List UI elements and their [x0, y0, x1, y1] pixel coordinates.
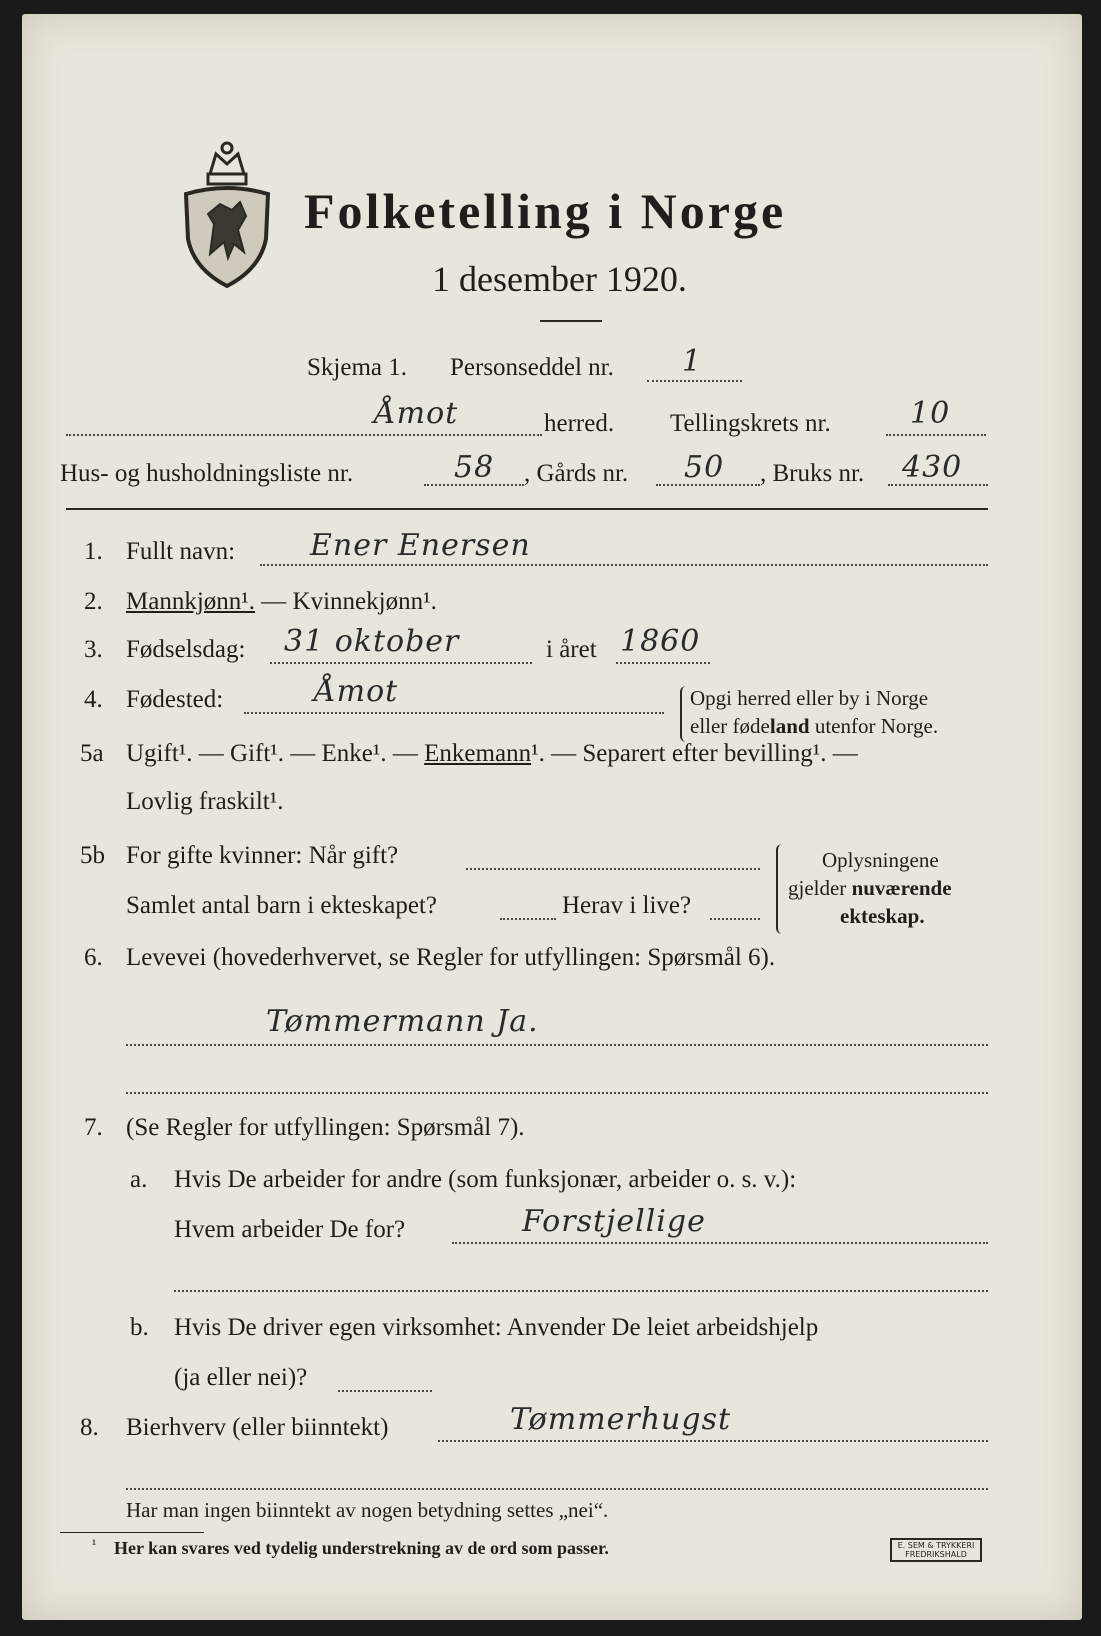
- birthplace-label: Fødested:: [126, 686, 224, 713]
- form-date: 1 desember 1920.: [432, 259, 687, 299]
- schema-label: Skjema 1.: [307, 354, 407, 381]
- form-title: Folketelling i Norge: [304, 183, 787, 239]
- married-date-label: For gifte kvinner: Når gift?: [126, 842, 399, 869]
- gards-value[interactable]: 50: [684, 450, 725, 485]
- occupation-label: Levevei (hovederhvervet, se Regler for utfyllingen: Spørsmål 6).: [126, 944, 776, 971]
- q7-label: (Se Regler for utfyllingen: Spørsmål 7).: [126, 1114, 525, 1141]
- full-name-label: Fullt navn:: [126, 538, 236, 565]
- printer-stamp: E. SEM & TRYKKERI FREDRIKSHALD: [890, 1538, 982, 1562]
- marital-enkemann[interactable]: Enkemann: [424, 740, 532, 767]
- personseddel-value[interactable]: 1: [682, 344, 703, 379]
- full-name-value[interactable]: Ener Enersen: [310, 528, 531, 563]
- q7a-label: Hvis De arbeider for andre (som funksjonær, arbeider o. s. v.):: [174, 1166, 797, 1193]
- hired-help-label: (ja eller nei)?: [174, 1364, 308, 1391]
- divider: [540, 320, 602, 322]
- children-label: Samlet antal barn i ekteskapet?: [126, 892, 437, 919]
- employer-label: Hvem arbeider De for?: [174, 1216, 406, 1243]
- footnote: Her kan svares ved tydelig understrekning av de ord som passer.: [114, 1538, 609, 1558]
- marital-status-divorced[interactable]: Lovlig fraskilt¹.: [126, 788, 284, 815]
- gender-options: Mannkjønn¹. — Kvinnekjønn¹.: [126, 588, 437, 615]
- census-form: Folketelling i Norge 1 desember 1920. Skjema 1. Personseddel nr. 1 Åmot herred. Tellingskrets nr. 10 Hus- og husholdningsliste nr. 58 , Gårds nr. 50 , Bruks nr. 430 1. Fullt navn: Ener Enersen 2. Mannkjønn¹. — Kvinnekjønn¹. 3. Fødselsdag: 31 oktober i året 1860 4. Fødested: Åmot Opgi herred eller by i Norge eller fødeland utenfor Norge. 5a Ugift¹. — Gift¹. — Enke¹. — Enkemann¹. — Separert efter bevilling¹. — Lovlig fraskilt¹. 5b For gifte kvinner: Når gift? Samlet antal barn i ekteskapet? Herav i live? Oplysningene gjelder nuværende ekteskap. 6. Levevei (hovederhvervet, se Regler for utfyllingen: Spørsmål 6). Tømmermann Ja. 7. (Se Regler for utfyllingen: Spørsmål 7). a. Hvis De arbeider for andre (som funksjonær, arbeider o. s. v.): Hvem arbeider De for? Forstjellige b. Hvis De driver egen virksomhet: Anvender De leiet arbeidshjelp (ja eller nei)? 8. Bierhverv (eller biinntekt) Tømmerhugst Har man ingen biinntekt av nogen betydning settes „nei“. ¹ Her kan svares ved tydelig understrekning av de ord som passer. E. SEM & TRYKKERI FREDRIKSHALD: [22, 14, 1082, 1620]
- birthplace-value[interactable]: Åmot: [314, 674, 399, 709]
- side-income-value[interactable]: Tømmerhugst: [510, 1402, 732, 1437]
- birthplace-note-1: Opgi herred eller by i Norge: [690, 686, 929, 710]
- coat-of-arms-icon: [180, 134, 274, 290]
- birthyear-value[interactable]: 1860: [620, 624, 701, 659]
- q7b-label: Hvis De driver egen virksomhet: Anvender De leiet arbeidshjelp: [174, 1314, 819, 1341]
- personseddel-label: Personseddel nr.: [450, 354, 614, 381]
- bruks-label: , Bruks nr.: [760, 460, 865, 487]
- marital-status-options: Ugift¹. — Gift¹. — Enke¹. — Enkemann¹. — Separert efter bevilling¹. —: [126, 740, 858, 767]
- gender-female[interactable]: Kvinnekjønn¹.: [292, 588, 437, 615]
- side-income-label: Bierhverv (eller biinntekt): [126, 1414, 389, 1441]
- hus-label: Hus- og husholdningsliste nr.: [60, 460, 354, 487]
- gender-male[interactable]: Mannkjønn¹.: [126, 588, 256, 615]
- hus-value[interactable]: 58: [454, 450, 495, 485]
- herred-label: herred.: [544, 410, 615, 437]
- gards-label: , Gårds nr.: [524, 460, 629, 487]
- occupation-value[interactable]: Tømmermann Ja.: [266, 1004, 539, 1039]
- birthdate-label: Fødselsdag:: [126, 636, 246, 663]
- birthplace-note-2: eller fødeland utenfor Norge.: [690, 714, 939, 738]
- children-alive-label: Herav i live?: [562, 892, 692, 919]
- side-income-note: Har man ingen biinntekt av nogen betydning settes „nei“.: [126, 1498, 609, 1522]
- tellingskrets-value[interactable]: 10: [910, 396, 951, 431]
- birthdate-value[interactable]: 31 oktober: [284, 624, 460, 659]
- herred-value[interactable]: Åmot: [374, 396, 459, 431]
- birthyear-label: i året: [546, 636, 597, 663]
- bruks-value[interactable]: 430: [902, 450, 963, 485]
- header-divider: [66, 508, 988, 510]
- employer-value[interactable]: Forstjellige: [522, 1204, 706, 1239]
- tellingskrets-label: Tellingskrets nr.: [670, 410, 831, 437]
